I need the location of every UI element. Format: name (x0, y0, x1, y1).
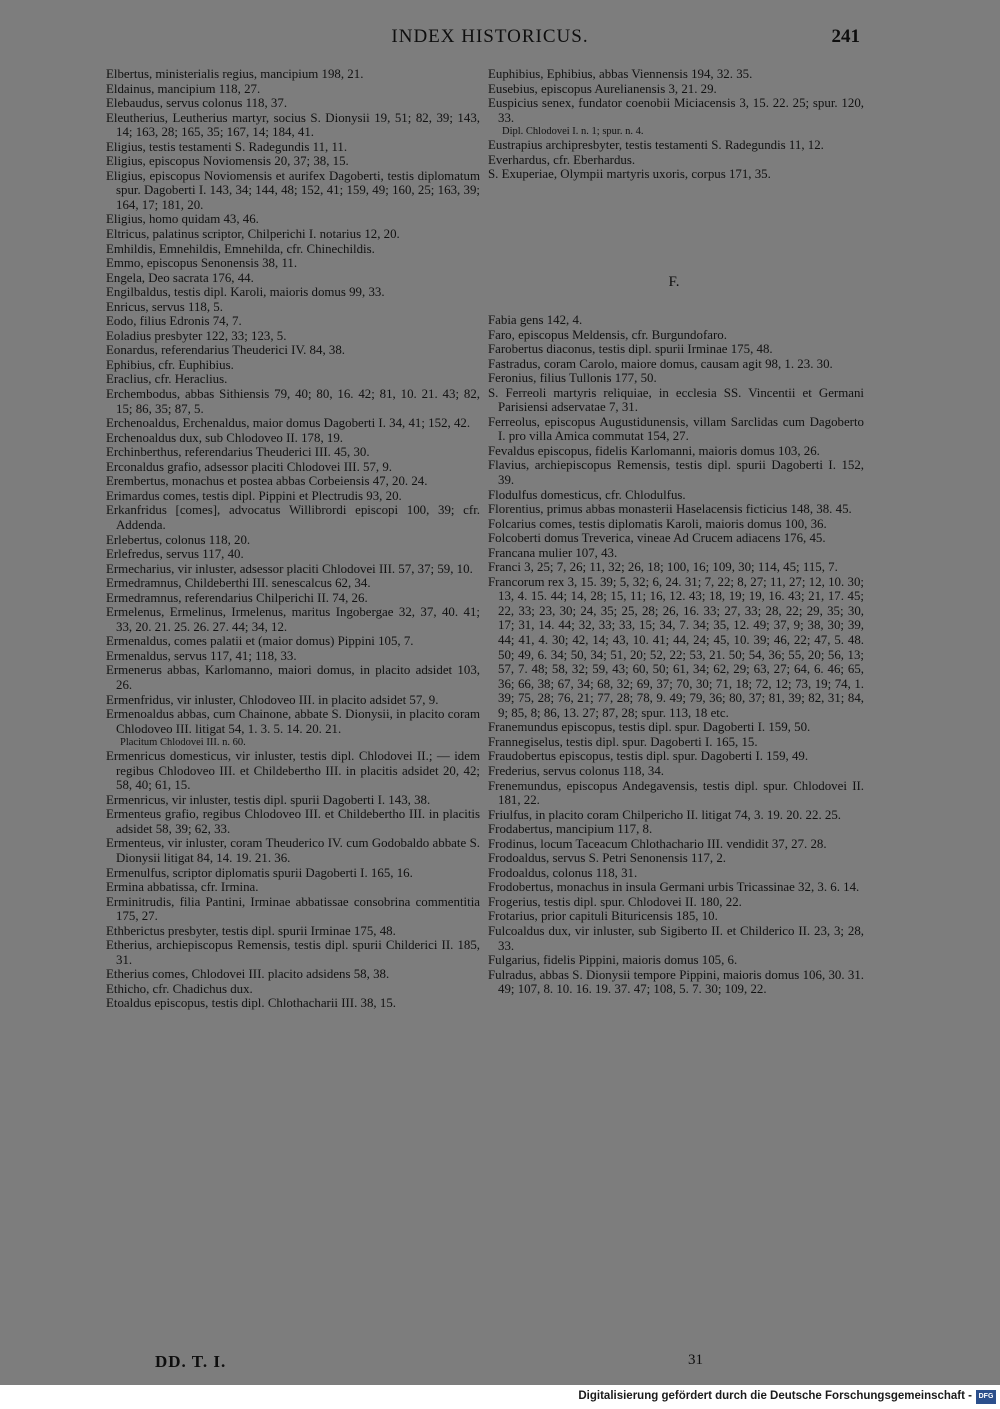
index-entry: Ferreolus, episcopus Augustidunensis, villam Sarclidas cum Dagoberto I. pro villa Amica commutat 154, 27. (488, 414, 864, 444)
index-entry: Eraclius, cfr. Heraclius. (106, 372, 228, 387)
index-entry: Fraudobertus episcopus, testis dipl. spur. Dagoberti I. 159, 49. (488, 749, 809, 764)
index-entry: Emhildis, Emnehildis, Emnehilda, cfr. Chinechildis. (106, 241, 375, 256)
index-entry: Erconaldus grafio, adsessor placiti Chlodovei III. 57, 9. (106, 459, 393, 474)
index-entry: Eonardus, referendarius Theuderici IV. 84, 38. (106, 343, 345, 358)
index-entry: Feronius, filius Tullonis 177, 50. (488, 371, 657, 386)
index-entry: Fevaldus episcopus, fidelis Karlomanni, maioris domus 103, 26. (488, 443, 820, 458)
page-number: 241 (831, 26, 860, 47)
index-entry: Eligius, homo quidam 43, 46. (106, 212, 259, 227)
index-entry: Everhardus, cfr. Eberhardus. (488, 152, 636, 167)
index-entry: Fulgarius, fidelis Pippini, maioris domus 105, 6. (488, 953, 738, 968)
index-entry: Eusebius, episcopus Aurelianensis 3, 21. 29. (488, 81, 717, 96)
digitization-credit-bar (0, 1385, 1000, 1409)
index-entry: Erlebertus, colonus 118, 20. (106, 532, 251, 547)
index-entry: Fulradus, abbas S. Dionysii tempore Pippini, maioris domus 106, 30. 31. 49; 107, 8. 10. 16. 19. 37. 47; 108, 5. 7. 30; 109, 22. (488, 967, 864, 997)
index-entry: Ermenaldus, comes palatii et (maior domus) Pippini 105, 7. (106, 634, 414, 649)
index-entry: Frodoaldus, servus S. Petri Senonensis 117, 2. (488, 851, 726, 866)
index-entry: Euspicius senex, fundator coenobii Miciacensis 3, 15. 22. 25; spur. 120, 33. (488, 96, 864, 125)
index-entry: Ethberictus presbyter, testis dipl. spurii Irminae 175, 48. (106, 923, 396, 938)
index-entry: Elbertus, ministerialis regius, mancipium 198, 21. (106, 67, 364, 81)
index-entry: S. Ferreoli martyris reliquiae, in ecclesia SS. Vincentii et Germani Parisiensi adservatae 7, 31. (488, 385, 864, 415)
index-entry: Ermenoaldus abbas, cum Chainone, abbate S. Dionysii, in placito coram Chlodoveo III. litigat 54, 1. 3. 5. 14. 20. 21. (106, 707, 480, 736)
page-header-title: INDEX HISTORICUS. (391, 26, 589, 47)
index-entry: Ermenteus grafio, regibus Chlodoveo III. et Childebertho III. in placitis adsidet 58, 39; 62, 33. (106, 807, 480, 836)
index-entry: Eligius, episcopus Noviomensis 20, 37; 38, 15. (106, 154, 349, 169)
index-entry: Frodinus, locum Taceacum Chlothachario III. vendidit 37, 27. 28. (488, 836, 827, 851)
index-entry: Erchenoaldus dux, sub Chlodoveo II. 178, 19. (106, 430, 344, 445)
index-entry: Etherius comes, Chlodovei III. placito adsidens 58, 38. (106, 967, 390, 982)
index-entry: Franemundus episcopus, testis dipl. spur. Dagoberti I. 159, 50. (488, 720, 811, 735)
index-entry: Frotarius, prior capituli Bituricensis 185, 10. (488, 909, 718, 924)
index-entry: Frogerius, testis dipl. spur. Chlodovei II. 180, 22. (488, 894, 742, 909)
index-entry: Etoaldus episcopus, testis dipl. Chlothacharii III. 38, 15. (106, 996, 396, 1011)
index-entry: Ermina abbatissa, cfr. Irmina. (106, 880, 259, 895)
index-entry: Francana mulier 107, 43. (488, 545, 618, 560)
index-entry: Erminitrudis, filia Pantini, Irminae abbatissae consobrina commentitia 175, 27. (106, 894, 480, 924)
index-entry: Franci 3, 25; 7, 26; 11, 32; 26, 18; 100, 16; 109, 30; 114, 45; 115, 7. (488, 560, 838, 575)
index-entry: Folcoberti domus Treverica, vineae Ad Crucem adiacens 176, 45. (488, 531, 826, 546)
index-column-left (106, 67, 480, 1011)
index-entry: Frodobertus, monachus in insula Germani urbis Tricassinae 32, 3. 6. 14. (488, 880, 860, 895)
index-entry: Erchinberthus, referendarius Theuderici III. 45, 30. (106, 445, 370, 460)
index-entry: Ermenerus abbas, Karlomanno, maiori domus, in placito adsidet 103, 26. (106, 663, 480, 692)
index-entry: Ermelenus, Ermelinus, Irmelenus, maritus Ingobergae 32, 37, 40. 41; 33, 20. 21. 25. 26. 27. 44; 34, 12. (106, 605, 480, 634)
index-entry: Emmo, episcopus Senonensis 38, 11. (106, 256, 298, 271)
index-entry: Faro, episcopus Meldensis, cfr. Burgundofaro. (488, 327, 727, 342)
index-entry: Eustrapius archipresbyter, testis testamenti S. Radegundis 11, 12. (488, 138, 824, 153)
index-entry: Placitum Chlodovei III. n. 60. (120, 737, 246, 749)
index-entry: Erchenoaldus, Erchenaldus, maior domus Dagoberti I. 34, 41; 152, 42. (106, 416, 471, 431)
section-letter-heading: F. (668, 274, 680, 290)
sheet-number: 31 (688, 1352, 703, 1368)
index-entry: Ermenricus, vir inluster, testis dipl. spurii Dagoberti I. 143, 38. (106, 792, 431, 807)
index-entry: Elebaudus, servus colonus 118, 37. (106, 96, 288, 111)
index-entry: Ermenulfus, scriptor diplomatis spurii Dagoberti I. 165, 16. (106, 865, 413, 880)
index-entry: Eltricus, palatinus scriptor, Chilperichi I. notarius 12, 20. (106, 227, 400, 242)
index-entry: Erimardus comes, testis dipl. Pippini et Plectrudis 93, 20. (106, 488, 402, 503)
index-entry: Ermenteus, vir inluster, coram Theuderico IV. cum Godobaldo abbate S. Dionysii litigat 84, 14. 19. 21. 36. (106, 836, 480, 865)
index-entry: Engilbaldus, testis dipl. Karoli, maioris domus 99, 33. (106, 285, 385, 300)
dfg-logo-icon: DFG (976, 1390, 996, 1404)
index-entry: Erlefredus, servus 117, 40. (106, 547, 244, 562)
index-entry: Fabia gens 142, 4. (488, 313, 583, 327)
index-column-right-f (488, 313, 864, 997)
index-entry: Eodo, filius Edronis 74, 7. (106, 314, 242, 329)
index-entry: Folcarius comes, testis diplomatis Karoli, maioris domus 100, 36. (488, 516, 827, 531)
index-entry: Engela, Deo sacrata 176, 44. (106, 270, 254, 285)
digitization-credit-text: Digitalisierung gefördert durch die Deutsche Forschungsgemeinschaft - (578, 1390, 972, 1402)
index-entry: Flodulfus domesticus, cfr. Chlodulfus. (488, 487, 686, 502)
index-entry: Etherius, archiepiscopus Remensis, testis dipl. spurii Childerici II. 185, 31. (106, 938, 480, 967)
index-entry: Eleutherius, Leutherius martyr, socius S. Dionysii 19, 51; 82, 39; 143, 14; 163, 28; 165, 35; 167, 14; 184, 41. (106, 110, 480, 140)
index-entry: Erembertus, monachus et postea abbas Corbeiensis 47, 20. 24. (106, 474, 428, 489)
index-entry: S. Exuperiae, Olympii martyris uxoris, corpus 171, 35. (488, 167, 771, 182)
index-entry: Ermecharius, vir inluster, adsessor placiti Chlodovei III. 57, 37; 59, 10. (106, 561, 473, 576)
index-entry: Eligius, episcopus Noviomensis et aurifex Dagoberti, testis diplomatum spur. Dagoberti I. 143, 34; 144, 48; 152, 41; 159, 49; 160, 25; 163, 39; 164, 17; 181, 20. (106, 168, 480, 212)
index-column-right-e (488, 67, 864, 182)
index-entry: Ermenricus domesticus, vir inluster, testis dipl. Chlodovei II.; — idem regibus Chlodoveo III. et Childebertho III. in placitis adsidet 20, 42; 58, 40; 61, 15. (106, 749, 480, 793)
index-entry: Fulcoaldus dux, vir inluster, sub Sigiberto II. et Childerico II. 23, 3; 28, 33. (488, 923, 864, 953)
index-entry: Dipl. Chlodovei I. n. 1; spur. n. 4. (502, 126, 644, 138)
index-entry: Friulfus, in placito coram Chilperichо II. litigat 74, 3. 19. 20. 22. 25. (488, 807, 842, 822)
index-entry: Florentius, primus abbas monasterii Haselacensis ficticius 148, 38. 45. (488, 502, 852, 517)
index-entry: Fastradus, coram Carolo, maiore domus, causam agit 98, 1. 23. 30. (488, 356, 833, 371)
index-entry: Erkanfridus [comes], advocatus Willibrordi episcopi 100, 39; cfr. Addenda. (106, 503, 480, 532)
index-entry: Eligius, testis testamenti S. Radegundis 11, 11. (106, 139, 348, 154)
index-entry: Ermenaldus, servus 117, 41; 118, 33. (106, 648, 297, 663)
index-entry: Ethicho, cfr. Chadichus dux. (106, 981, 253, 996)
index-entry: Frodabertus, mancipium 117, 8. (488, 822, 653, 837)
index-entry: Ermenfridus, vir inluster, Chlodoveo III. in placito adsidet 57, 9. (106, 692, 439, 707)
index-entry: Frenemundus, episcopus Andegavensis, testis dipl. spur. Chlodovei II. 181, 22. (488, 778, 864, 808)
index-entry: Eldainus, mancipium 118, 27. (106, 81, 261, 96)
index-entry: Frederius, servus colonus 118, 34. (488, 763, 665, 778)
index-entry: Ermedramnus, referendarius Chilperichi II. 74, 26. (106, 590, 368, 605)
index-entry: Erchembodus, abbas Sithiensis 79, 40; 80, 16. 42; 81, 10. 21. 43; 82, 15; 86, 35; 87, 5. (106, 387, 480, 416)
index-entry: Eoladius presbyter 122, 33; 123, 5. (106, 328, 287, 343)
index-entry: Farobertus diaconus, testis dipl. spurii Irminae 175, 48. (488, 342, 773, 357)
index-entry: Francorum rex 3, 15. 39; 5, 32; 6, 24. 31; 7, 22; 8, 27; 11, 27; 12, 10. 30; 13, 4. 15. 44; 14, 28; 15, 11; 16, 12. 43; 18, 19; 19, 16. 43; 21, 17. 45; 22, 33; 23, 30; 24, 35; 25, 28; 26, 16. 33; 27, 33; 28, 22; 29, 35; 30, 17; 31, 14. 44; 32, 33; 33, 15; 34, 7. 34; 35, 12. 49; 37, 9; 38, 30; 39, 44; 41, 4. 30; 42, 14; 43, 10. 41; 44, 24; 45, 10. 39; 46, 22; 47, 5. 48. 50; 49, 6. 34; 50, 34; 51, 20; 52, 22; 53, 21. 50; 54, 36; 55, 20; 56, 13; 57, 7. 48; 58, 32; 59, 43; 60, 50; 61, 34; 62, 29; 63, 27; 64, 6. 46; 65, 36; 66, 38; 67, 34; 68, 32; 69, 37; 70, 30; 71, 18; 72, 12; 73, 19; 74, 1. 39; 75, 28; 76, 21; 77, 28; 78, 9. 49; 79, 36; 80, 37; 81, 39; 82, 31; 84, 9; 85, 8; 86, 13. 27; 87, 28; spur. 113, 18 etc. (488, 574, 864, 720)
index-entry: Flavius, archiepiscopus Remensis, testis dipl. spurii Dagoberti I. 152, 39. (488, 458, 864, 488)
index-entry: Frannegiselus, testis dipl. spur. Dagoberti I. 165, 15. (488, 734, 758, 749)
index-entry: Frodoaldus, colonus 118, 31. (488, 865, 638, 880)
signature-mark: DD. T. I. (155, 1352, 227, 1371)
index-entry: Ephibius, cfr. Euphibius. (106, 357, 234, 372)
index-entry: Ermedramnus, Childeberthi III. senescalcus 62, 34. (106, 576, 371, 591)
index-entry: Enricus, servus 118, 5. (106, 299, 223, 314)
index-entry: Euphibius, Ephibius, abbas Viennensis 194, 32. 35. (488, 67, 753, 81)
